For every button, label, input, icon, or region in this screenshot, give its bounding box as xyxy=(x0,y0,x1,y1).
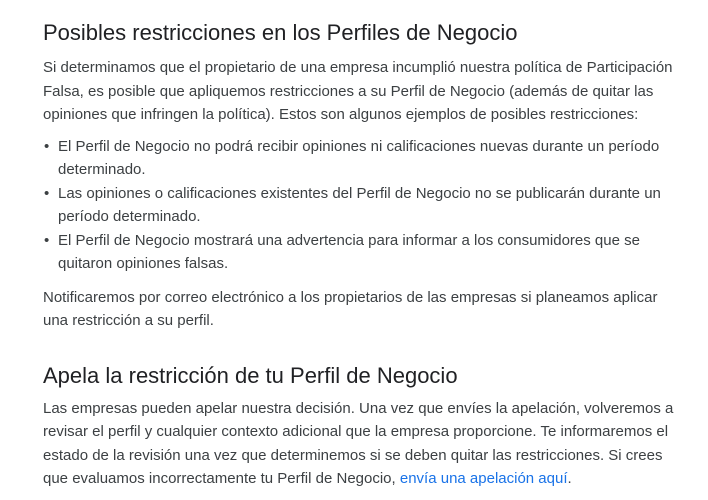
list-item-text: El Perfil de Negocio no podrá recibir opiniones ni calificaciones nuevas durante un período determinado. xyxy=(58,137,660,178)
appeal-paragraph xyxy=(43,397,678,491)
restrictions-list xyxy=(43,135,678,276)
notification-paragraph: Notificaremos por correo electrónico a los propietarios de las empresas si planeamos aplicar una restricción a su perfil. xyxy=(43,288,658,329)
appeal-body-text: Las empresas pueden apelar nuestra decisión. Una vez que envíes la apelación, volveremos a revisar el perfil y cualquier contexto adicional que la empresa proporcione. Te informaremos el estado de la revisión una vez que determinemos si se deben quitar las restricciones. Si crees que evaluamos incorrectamente tu Perfil de Negocio, xyxy=(43,399,674,487)
bullet-icon: • xyxy=(44,137,50,155)
list-item xyxy=(43,135,678,182)
list-item-text: Las opiniones o calificaciones existentes del Perfil de Negocio no se publicarán durante un período determinado. xyxy=(58,184,661,225)
restrictions-intro-paragraph: Si determinamos que el propietario de una empresa incumplió nuestra política de Participación Falsa, es posible que apliquemos restricciones a su Perfil de Negocio (además de quitar las opiniones que infringen la política). Estos son algunos ejemplos de posibles restricciones: xyxy=(43,59,673,123)
appeal-trailing-text: . xyxy=(567,470,572,487)
appeal-link[interactable]: envía una apelación aquí xyxy=(399,470,568,487)
list-item xyxy=(43,182,678,229)
list-item-text: El Perfil de Negocio mostrará una advertencia para informar a los consumidores que se quitaron opiniones falsas. xyxy=(58,231,640,272)
list-item xyxy=(43,229,678,276)
bullet-icon: • xyxy=(44,231,50,249)
section-title-restrictions: Posibles restricciones en los Perfiles de Negocio xyxy=(43,20,518,45)
section-title-appeal: Apela la restricción de tu Perfil de Negocio xyxy=(43,362,458,388)
bullet-icon: • xyxy=(44,184,50,202)
